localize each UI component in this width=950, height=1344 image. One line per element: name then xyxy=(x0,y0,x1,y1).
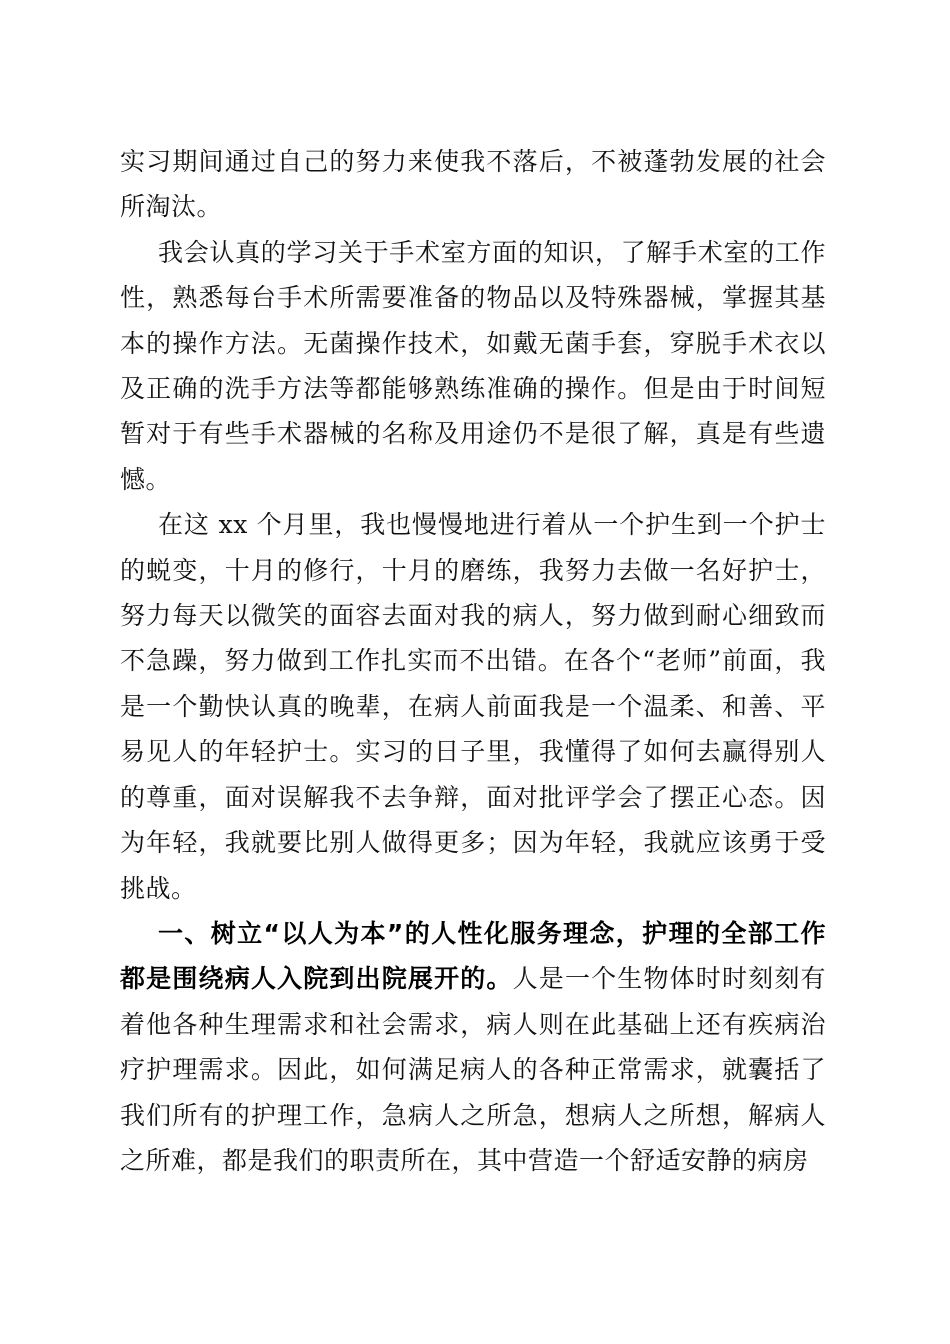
section-body-text: 人是一个生物体时时刻刻有着他各种生理需求和社会需求，病人则在此基础上还有疾病治疗护理需求。因此，如何满足病人的各种正常需求，就囊括了我们所有的护理工作，急病人之所急，想病人之所想，解病人之所难，都是我们的职责所在，其中营造一个舒适安静的病房 xyxy=(120,964,826,1175)
document-body xyxy=(120,139,826,1183)
paragraph-operating-room: 我会认真的学习关于手术室方面的知识，了解手术室的工作性，熟悉每台手术所需要准备的物品以及特殊器械，掌握其基本的操作方法。无菌操作技术，如戴无菌手套，穿脱手术衣以及正确的洗手方法等都能够熟练准确的操作。但是由于时间短暂对于有些手术器械的名称及用途仍不是很了解，真是有些遗憾。 xyxy=(120,237,826,494)
paragraph-service-concept xyxy=(120,911,826,1183)
paragraph-continuation: 实习期间通过自己的努力来使我不落后，不被蓬勃发展的社会所淘汰。 xyxy=(120,147,826,222)
paragraph-internship-growth: 在这 xx 个月里，我也慢慢地进行着从一个护生到一个护士的蜕变，十月的修行，十月的磨练，我努力去做一名好护士，努力每天以微笑的面容去面对我的病人，努力做到耐心细致而不急躁，努力做到工作扎实而不出错。在各个“老师”前面，我是一个勤快认真的晚辈，在病人前面我是一个温柔、和善、平易见人的年轻护士。实习的日子里，我懂得了如何去赢得别人的尊重，面对误解我不去争辩，面对批评学会了摆正心态。因为年轻，我就要比别人做得更多；因为年轻，我就应该勇于受挑战。 xyxy=(120,510,826,903)
section-heading: 一、树立“以人为本”的人性化服务理念，护理的全部工作都是围绕病人入院到出院展开的。 xyxy=(120,918,826,994)
